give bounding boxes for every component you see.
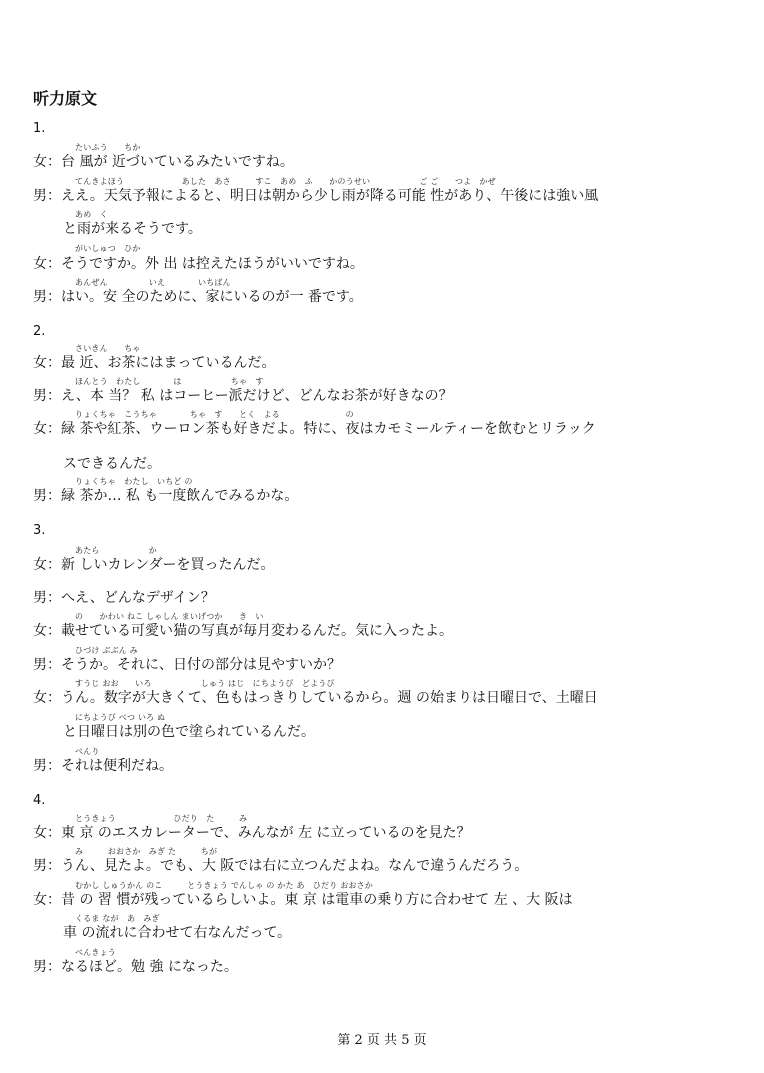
furigana: りょくちゃ わたし いちど の (75, 477, 193, 486)
section-number: 1. (33, 121, 46, 136)
speaker: 女： (33, 421, 61, 437)
speaker: 女： (33, 690, 61, 706)
line-text: そうか。それに、日付の部分は見やすいか？ (61, 657, 341, 673)
line-text: へえ、どんなデザイン？ (61, 590, 215, 606)
speaker: 女： (33, 557, 61, 573)
furigana: むかし しゅうかん のこ とうきょう でんしゃ の かた あ ひだり おおさか (75, 881, 373, 890)
furigana: てんきよほう あした あさ すこ あめ ふ かのうせい ご ご つよ かぜ (75, 177, 496, 186)
dialogue-line (33, 591, 723, 605)
furigana: べんきょう (75, 948, 116, 957)
line-text: 新 しいカレンダーを買ったんだ。 (61, 557, 275, 573)
line-text: 緑 茶や紅茶、ウーロン茶も好きだよ。特に、夜はカモミールティーを飲むとリラック (61, 421, 596, 437)
line-text: なるほど。勉 強 になった。 (61, 959, 238, 975)
furigana: あめ く (75, 210, 108, 219)
section-number: 4. (33, 793, 46, 808)
furigana: りょくちゃ こうちゃ ちゃ す とく よる の (75, 410, 354, 419)
line-text: うん。数字が大きくて、色もはっきりしているから。週 の始まりは日曜日で、土曜日 (61, 690, 598, 706)
dialogue-line (33, 155, 723, 169)
line-text: 載せている可愛い猫の写真が毎月変わるんだ。気に入ったよ。 (61, 623, 453, 639)
speaker: 女： (33, 355, 61, 371)
furigana: くるま なが あ みぎ (75, 914, 160, 923)
dialogue-line (33, 290, 723, 304)
dialogue-line (33, 658, 723, 672)
page-footer: 第 2 页 共 5 页 (337, 1033, 427, 1048)
page-title: 听力原文 (33, 89, 98, 108)
speaker: 男： (33, 590, 61, 606)
line-text: 緑 茶か… 私 も一度飲んでみるかな。 (61, 488, 299, 504)
furigana: あたら か (75, 546, 157, 555)
speaker: 女： (33, 154, 61, 170)
furigana: にちようび べつ いろ ぬ (75, 713, 166, 722)
line-text: そうですか。外 出 は控えたほうがいいですね。 (61, 256, 364, 272)
line-text: スできるんだ。 (63, 456, 161, 472)
dialogue-line (33, 826, 723, 840)
furigana: すうじ おお いろ しゅう はじ にちようび どようび (75, 679, 335, 688)
speaker: 男： (33, 488, 61, 504)
dialogue-line (33, 489, 723, 503)
section-number: 3. (33, 523, 46, 538)
furigana: ほんとう わたし は ちゃ す (75, 377, 264, 386)
furigana: さいきん ちゃ (75, 344, 141, 353)
line-text: 最 近、お茶にはまっているんだ。 (61, 355, 276, 371)
furigana: ひづけ ぶぶん み (75, 646, 138, 655)
dialogue-line (63, 926, 753, 940)
line-text: 東 京 のエスカレーターで、みんなが 左 に立っているのを見た？ (61, 825, 471, 841)
dialogue-line (33, 691, 723, 705)
dialogue-line (33, 960, 723, 974)
dialogue-line (33, 759, 723, 773)
line-text: え、本 当？ 私 はコーヒー派だけど、どんなお茶が好きなの？ (61, 388, 453, 404)
speaker: 女： (33, 256, 61, 272)
line-text: 昔 の 習 慣が残っているらしいよ。東 京 は電車の乗り方に合わせて 左 、大 阪は (61, 892, 573, 908)
line-text: 台 風が 近づいているみたいですね。 (61, 154, 294, 170)
furigana: がいしゅつ ひか (75, 244, 141, 253)
line-text: うん、見たよ。でも、大 阪では右に立つんだよね。なんで違うんだろう。 (61, 858, 529, 874)
dialogue-line (63, 725, 753, 739)
speaker: 女： (33, 892, 61, 908)
dialogue-line (33, 189, 723, 203)
line-text: ええ。天気予報によると、明日は朝から少し雨が降る可能 性があり、午後には強い風 (61, 188, 599, 204)
speaker: 女： (33, 825, 61, 841)
line-text: 車 の流れに合わせて右なんだって。 (63, 925, 292, 941)
speaker: 男： (33, 188, 61, 204)
speaker: 男： (33, 858, 61, 874)
furigana: の かわい ねこ しゃしん まいげつか き い (75, 612, 264, 621)
dialogue-line (33, 257, 723, 271)
speaker: 女： (33, 623, 61, 639)
dialogue-line (33, 356, 723, 370)
furigana: たいふう ちか (75, 143, 141, 152)
dialogue-line (33, 893, 723, 907)
furigana: あんぜん いえ いちばん (75, 278, 231, 287)
dialogue-line (33, 422, 723, 436)
dialogue-line (63, 457, 753, 471)
furigana: べんり (75, 747, 100, 756)
furigana: み おおさか みぎ た ちが (75, 847, 218, 856)
dialogue-line (63, 222, 753, 236)
section-number: 2. (33, 324, 46, 339)
line-text: はい。安 全のために、家にいるのが一 番です。 (61, 289, 363, 305)
speaker: 男： (33, 657, 61, 673)
speaker: 男： (33, 388, 61, 404)
dialogue-line (33, 389, 723, 403)
dialogue-line (33, 558, 723, 572)
line-text: それは便利だね。 (61, 758, 173, 774)
furigana: とうきょう ひだり た み (75, 814, 248, 823)
speaker: 男： (33, 289, 61, 305)
dialogue-line (33, 859, 723, 873)
dialogue-line (33, 624, 723, 638)
line-text: と雨が来るそうです。 (63, 221, 202, 237)
speaker: 男： (33, 758, 61, 774)
speaker: 男： (33, 959, 61, 975)
line-text: と日曜日は別の色で塗られているんだ。 (63, 724, 315, 740)
